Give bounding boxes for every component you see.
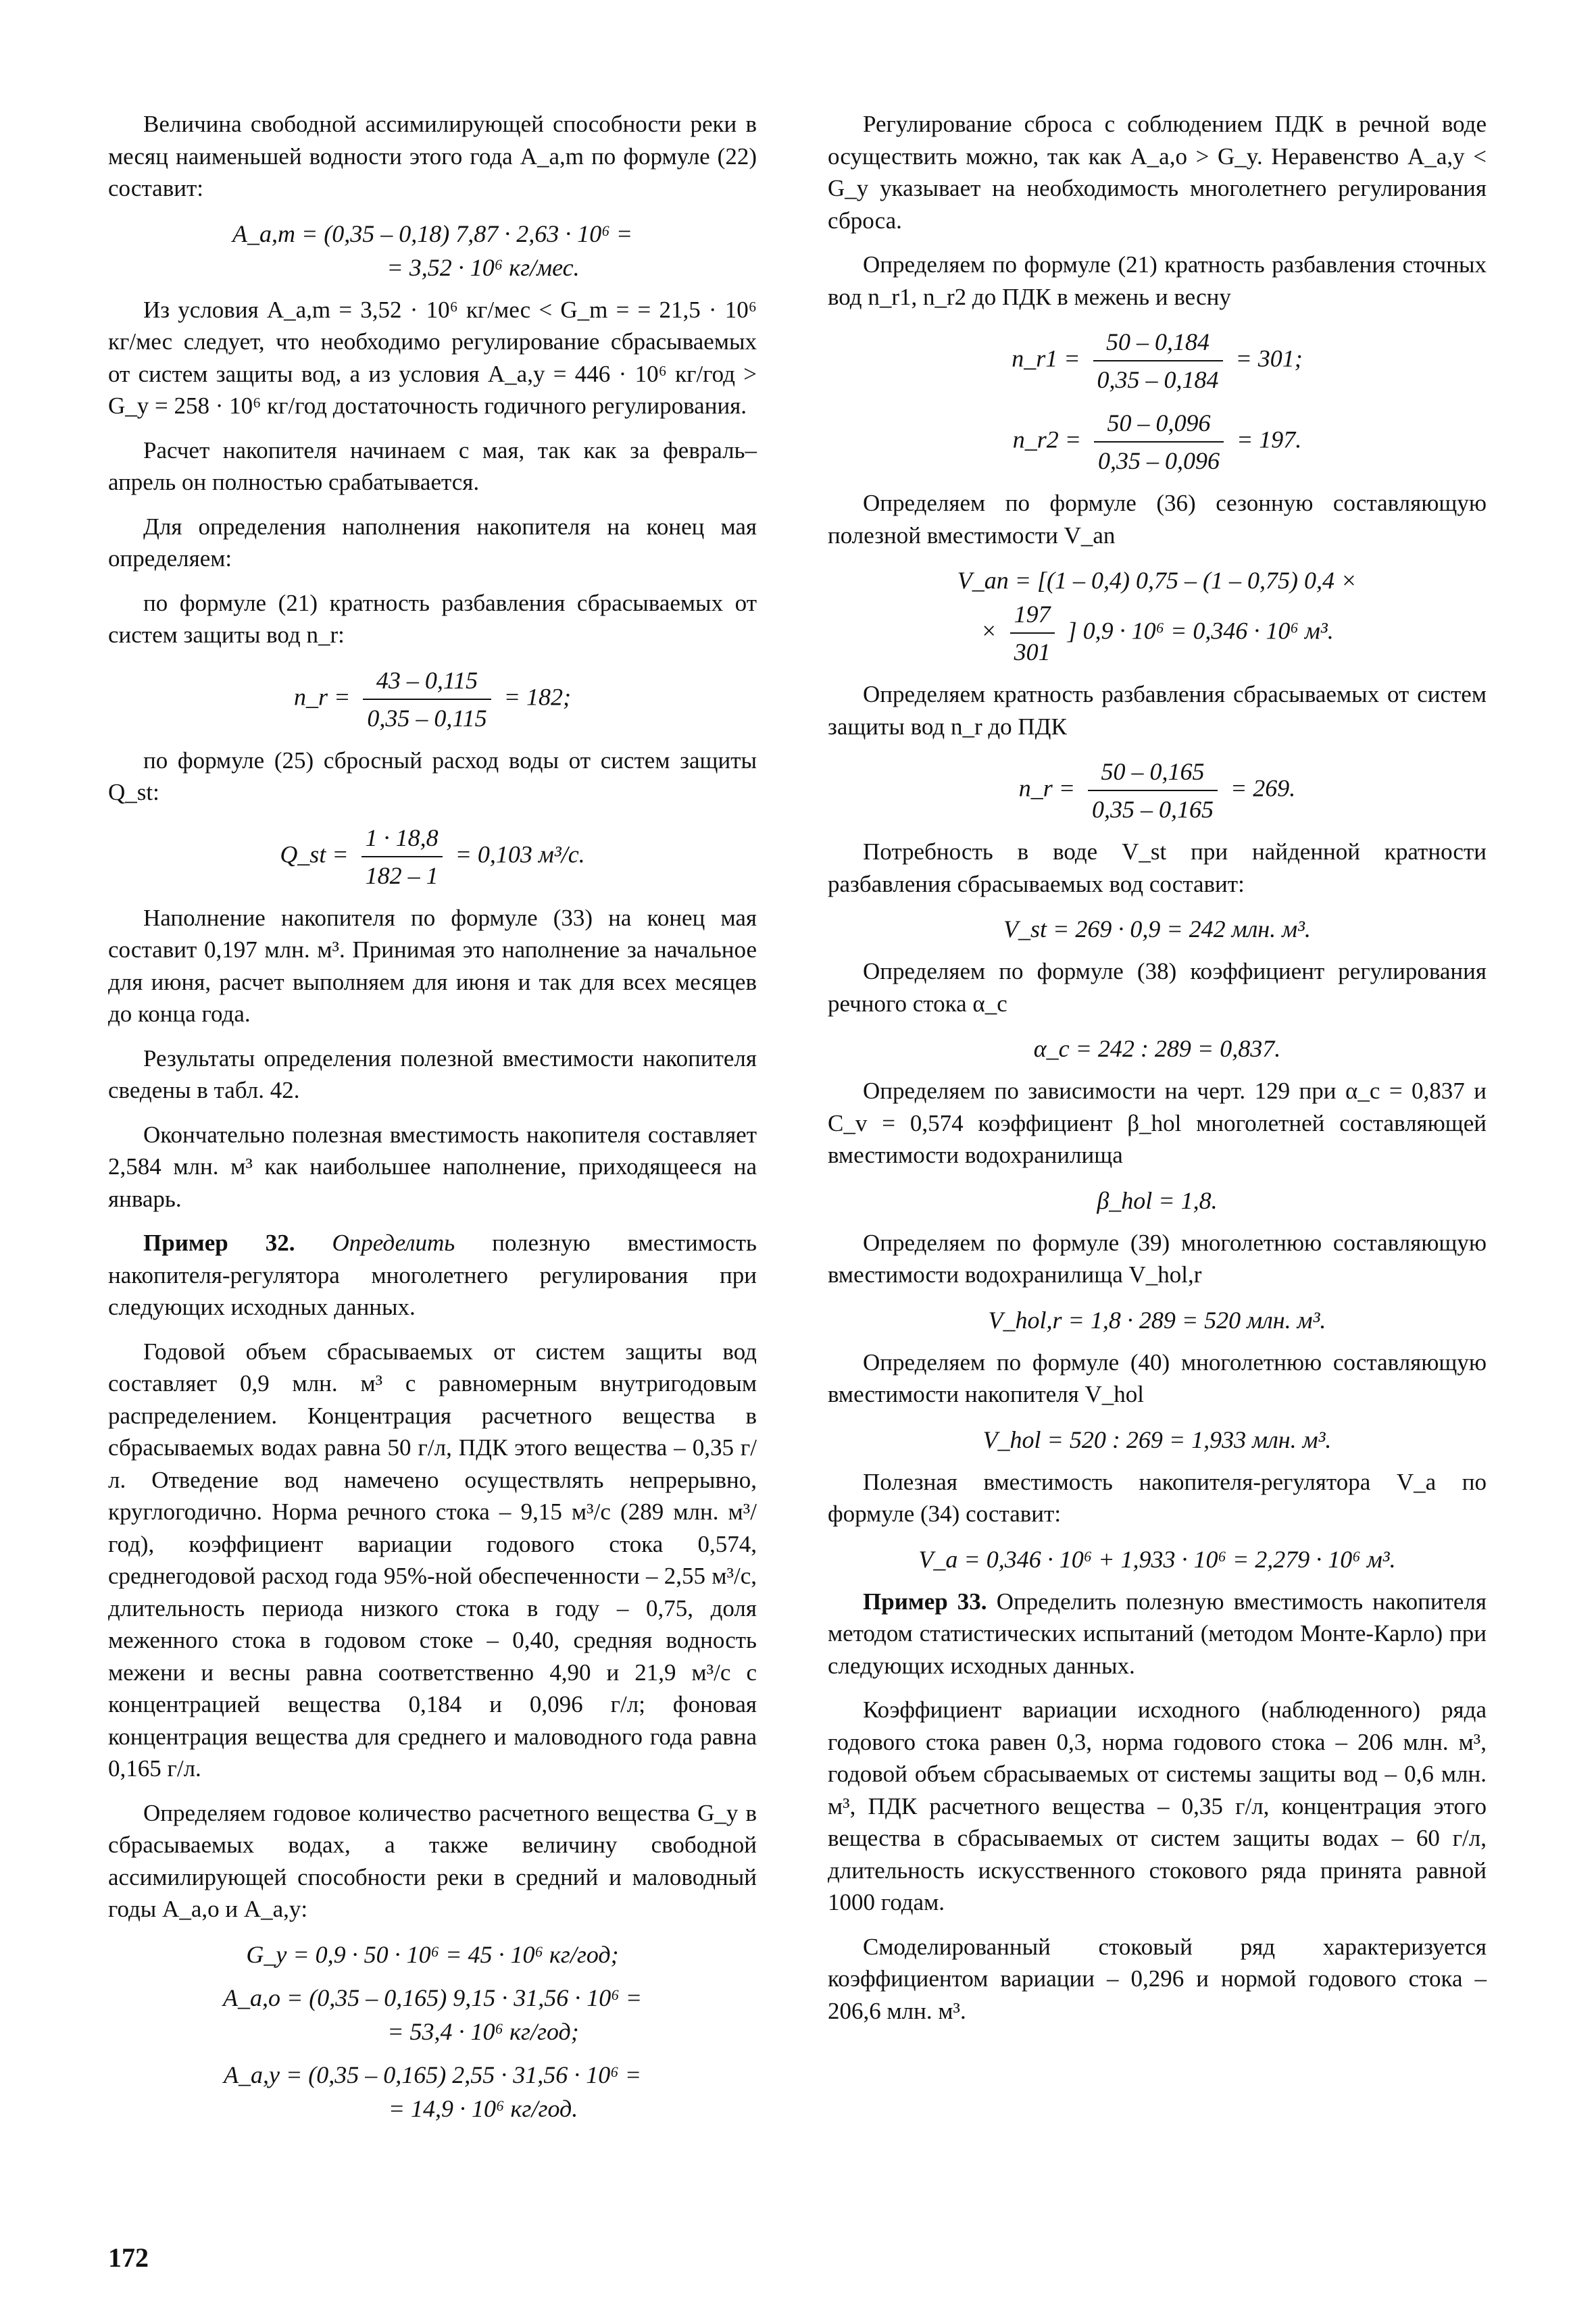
formula-van [828, 563, 1487, 669]
formula-aam [108, 217, 757, 284]
paragraph: Смоделированный стоковый ряд характеризуется коэффициентом вариации – 0,296 и нормой годового стока – 206,6 млн. м³. [828, 1933, 1487, 2024]
formula-alpha: α_c = 242 : 289 = 0,837. [1033, 1035, 1281, 1062]
formula-vhol: V_hol = 520 : 269 = 1,933 млн. м³. [982, 1426, 1332, 1453]
fraction-denominator: 0,35 – 0,096 [1098, 447, 1220, 474]
formula-line: V_an = [(1 – 0,4) 0,75 – (1 – 0,75) 0,4 × [957, 567, 1357, 594]
fraction-denominator: 0,35 – 0,165 [1092, 796, 1214, 823]
formula-beta: β_hol = 1,8. [1097, 1186, 1218, 1214]
formula-aay [108, 2058, 757, 2126]
example-32-paragraph [108, 1227, 757, 1324]
example-33-paragraph [828, 1586, 1487, 1682]
paragraph: Определяем по формуле (38) коэффициент регулирования речного стока α_c [828, 958, 1487, 1017]
fraction [1010, 597, 1055, 669]
emphasis: Определить [332, 1230, 455, 1256]
paragraph: Коэффициент вариации исходного (наблюденного) ряда годового стока равен 0,3, норма годового стока – 206 млн. м³, годовой объем сбрасываемых от системы защиты вод – 0,6 млн. м³, ПДК расчетного вещества – 0,35 г/л, концентрация этого вещества в сбрасываемых от систем защиты водах – 60 г/л, длительность искусственного стокового ряда принята равной 1000 годам. [828, 1696, 1487, 1915]
paragraph: Из условия A_a,m = 3,52 · 10⁶ кг/мес < G_m = = 21,5 · 10⁶ кг/мес следует, что необходимо регулирование сбрасываемых от систем защиты вод, а из условия A_a,y = 446 · 10⁶ кг/год > G_y = 258 · 10⁶ кг/год достаточность годичного регулирования. [108, 296, 757, 419]
formula-nr [828, 755, 1487, 826]
paragraph: по формуле (25) сбросный расход воды от систем защиты Q_st: [108, 747, 757, 805]
paragraph: Наполнение накопителя по формуле (33) на конец мая составит 0,197 млн. м³. Принимая это наполнение за начальное для июня, расчет выполняем для июня и так для всех месяцев до конца года. [108, 904, 757, 1027]
example-label: Пример 33. [863, 1588, 987, 1615]
paragraph: Величина свободной ассимилирующей способности реки в месяц наименьшей водности этого года A_a,m по формуле (22) составит: [108, 111, 757, 201]
formula-line: A_a,m = (0,35 – 0,18) 7,87 · 2,63 · 10⁶ = [232, 220, 633, 247]
formula-line [828, 597, 1487, 669]
fraction [1088, 755, 1218, 826]
fraction-numerator: 50 – 0,096 [1094, 406, 1224, 443]
left-column [108, 108, 757, 2135]
formula-line: A_a,o = (0,35 – 0,165) 9,15 · 31,56 · 10⁶ = [222, 1984, 643, 2011]
paragraph-text: полезную вместимость накопителя-регулятора многолетнего регулирования при следующих исходных данных. [108, 1230, 757, 1320]
fraction [363, 663, 491, 735]
paragraph: Потребность в воде V_st при найденной кратности разбавления сбрасываемых вод составит: [828, 838, 1487, 897]
formula-aao [108, 1981, 757, 2048]
formula-qst [108, 821, 757, 892]
formula-nr2 [828, 406, 1487, 478]
paragraph: Определяем по формуле (21) кратность разбавления сточных вод n_r1, n_r2 до ПДК в межень и весну [828, 251, 1487, 310]
formula-vst: V_st = 269 · 0,9 = 242 млн. м³. [1003, 915, 1311, 942]
paragraph: Определяем кратность разбавления сбрасываемых от систем защиты вод n_r до ПДК [828, 681, 1487, 740]
formula-lhs: n_r = [1018, 774, 1075, 802]
paragraph: Для определения наполнения накопителя на конец мая определяем: [108, 513, 757, 572]
paragraph: Окончательно полезная вместимость накопителя составляет 2,584 млн. м³ как наибольшее наполнение, приходящееся на январь. [108, 1121, 757, 1212]
paragraph-text: Определить полезную вместимость накопителя методом статистических испытаний (методом Монте-Карло) при следующих исходных данных. [828, 1588, 1487, 1679]
formula-gy: G_y = 0,9 · 50 · 10⁶ = 45 · 10⁶ кг/год; [246, 1940, 619, 1968]
paragraph: по формуле (21) кратность разбавления сбрасываемых от систем защиты вод n_r: [108, 589, 757, 648]
fraction-numerator: 197 [1010, 597, 1055, 634]
paragraph: Расчет накопителя начинаем с мая, так как за февраль–апрель он полностью срабатывается. [108, 436, 757, 495]
formula-rhs: = 269. [1230, 774, 1296, 802]
example-label: Пример 32. [143, 1230, 295, 1256]
formula-lhs: n_r1 = [1012, 345, 1080, 372]
fraction-numerator: 1 · 18,8 [361, 821, 443, 857]
formula-line: = 3,52 · 10⁶ кг/мес. [386, 253, 580, 281]
fraction [361, 821, 443, 892]
fraction-denominator: 0,35 – 0,184 [1097, 366, 1219, 393]
formula-rhs: = 197. [1237, 426, 1302, 453]
page-number: 172 [108, 2242, 149, 2273]
formula-line: = 14,9 · 10⁶ кг/год. [388, 2094, 578, 2122]
formula-line: = 53,4 · 10⁶ кг/год; [387, 2017, 579, 2045]
formula-rhs: = 301; [1235, 345, 1303, 372]
formula-part: × [980, 617, 997, 645]
formula-line: A_a,y = (0,35 – 0,165) 2,55 · 31,56 · 10⁶ = [223, 2061, 642, 2088]
formula-rhs: = 182; [503, 682, 571, 710]
formula-lhs: n_r = [294, 682, 351, 710]
paragraph: Определяем по зависимости на черт. 129 при α_c = 0,837 и C_v = 0,574 коэффициент β_hol многолетней составляющей вместимости водохранилища [828, 1078, 1487, 1168]
fraction-numerator: 50 – 0,165 [1088, 755, 1218, 791]
right-column [828, 108, 1487, 2039]
formula-vholr: V_hol,r = 1,8 · 289 = 520 млн. м³. [988, 1306, 1326, 1334]
fraction-denominator: 301 [1014, 638, 1051, 665]
formula-rhs: = 0,103 м³/с. [455, 840, 585, 867]
paragraph: Результаты определения полезной вместимости накопителя сведены в табл. 42. [108, 1045, 757, 1103]
formula-nr1 [828, 325, 1487, 397]
fraction-denominator: 0,35 – 0,115 [367, 704, 487, 732]
formula-lhs: n_r2 = [1012, 426, 1081, 453]
fraction-numerator: 43 – 0,115 [363, 663, 491, 700]
fraction [1094, 406, 1224, 478]
fraction-denominator: 182 – 1 [365, 861, 439, 889]
paragraph: Годовой объем сбрасываемых от систем защиты вод составляет 0,9 млн. м³ с равномерным внутригодовым распределением. Концентрация расчетного вещества в сбрасываемых водах равна 50 г/л, ПДК этого вещества – 0,35 г/л. Отведение вод намечено осуществлять непрерывно, круглогодично. Норма речного стока – 9,15 м³/с (289 млн. м³/год), коэффициент вариации годового стока 0,574, среднегодовой расход года 95%-ной обеспеченности – 2,55 м³/с, длительность периода низкого стока в году – 0,75, доля меженного стока в годовом стоке – 0,40, средняя водность межени и весны равна соответственно 4,90 и 21,9 м³/с с концентрацией вещества 0,184 и 0,096 г/л; фоновая концентрация вещества для среднего и маловодного года равна 0,165 г/л. [108, 1338, 757, 1782]
fraction-numerator: 50 – 0,184 [1093, 325, 1223, 361]
paragraph: Определяем годовое количество расчетного вещества G_y в сбрасываемых водах, а также величину свободной ассимилирующей способности реки в средний и маловодный годы A_a,o и A_a,y: [108, 1799, 757, 1922]
paragraph: Определяем по формуле (39) многолетнюю составляющую вместимости водохранилища V_hol,r [828, 1229, 1487, 1288]
formula-nr [108, 663, 757, 735]
formula-lhs: Q_st = [280, 840, 349, 867]
fraction [1093, 325, 1223, 397]
paragraph: Определяем по формуле (40) многолетнюю составляющую вместимости накопителя V_hol [828, 1349, 1487, 1407]
paragraph: Полезная вместимость накопителя-регулятора V_a по формуле (34) составит: [828, 1468, 1487, 1527]
paragraph: Регулирование сброса с соблюдением ПДК в речной воде осуществить можно, так как A_a,o > G_y. Неравенство A_a,y < G_y указывает на необходимость многолетнего регулирования сброса. [828, 111, 1487, 234]
paragraph: Определяем по формуле (36) сезонную составляющую полезной вместимости V_an [828, 490, 1487, 549]
formula-va: V_a = 0,346 · 10⁶ + 1,933 · 10⁶ = 2,279 · 10⁶ м³. [918, 1545, 1396, 1573]
formula-part: ] 0,9 · 10⁶ = 0,346 · 10⁶ м³. [1067, 617, 1334, 645]
